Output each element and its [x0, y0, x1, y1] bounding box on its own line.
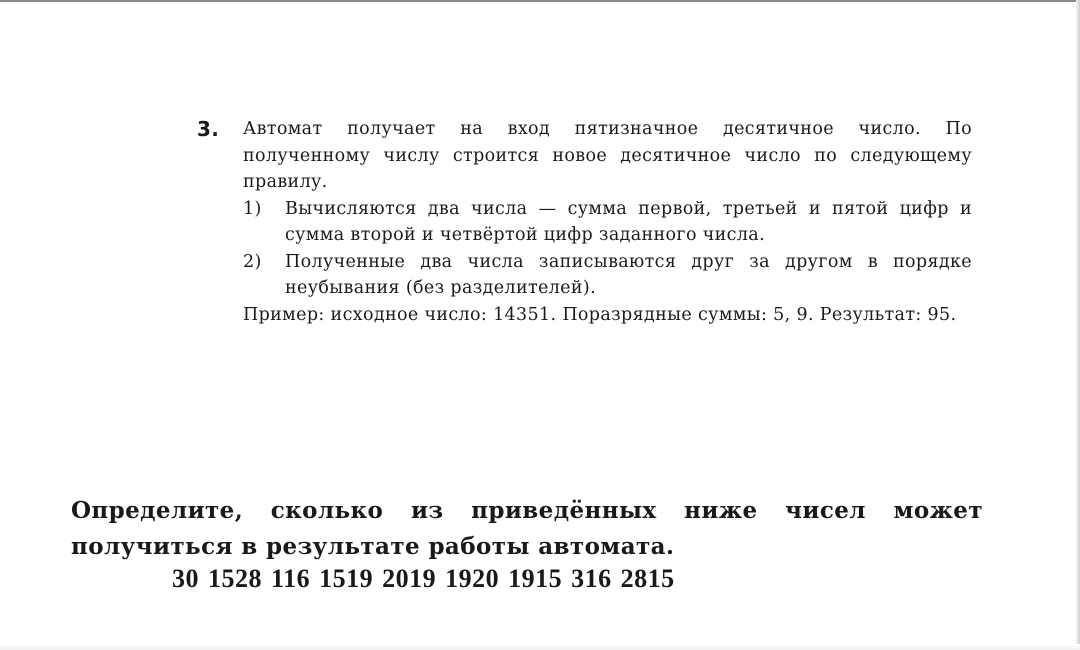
problem-intro: Автомат получает на вход пятизначное десятичное число. По полученному числу строится новое десятичное число по следующему правилу.	[243, 119, 972, 192]
problem-block	[197, 116, 972, 328]
rule-marker: 1)	[243, 198, 262, 219]
example-text: Пример: исходное число: 14351. Поразрядные суммы: 5, 9. Результат: 95.	[243, 304, 957, 325]
rule-marker: 2)	[243, 251, 262, 272]
number-item: 2815	[620, 564, 675, 593]
number-item: 116	[271, 564, 311, 593]
number-item: 2019	[382, 564, 437, 593]
rule-text: Полученные два числа записываются друг за другом в порядке неубывания (без разделителей).	[285, 251, 972, 298]
number-item: 30	[172, 564, 199, 593]
number-item: 1519	[319, 564, 374, 593]
number-item: 1915	[508, 564, 563, 593]
number-item: 1920	[445, 564, 500, 593]
problem-number: 3.	[197, 117, 220, 141]
bottom-edge-shadow	[0, 644, 1080, 650]
question-text: Определите, сколько из приведённых ниже чисел может получиться в результате работы автомата.	[71, 497, 983, 560]
number-item: 316	[571, 564, 612, 593]
number-item: 1528	[208, 564, 262, 593]
number-list	[172, 561, 684, 597]
rule-item	[197, 249, 972, 302]
rule-text: Вычисляются два числа — сумма первой, третьей и пятой цифр и сумма второй и четвёртой цифр заданного числа.	[285, 198, 972, 245]
top-border	[0, 0, 1080, 2]
rule-item	[197, 196, 972, 249]
right-edge-shadow	[1076, 0, 1080, 650]
